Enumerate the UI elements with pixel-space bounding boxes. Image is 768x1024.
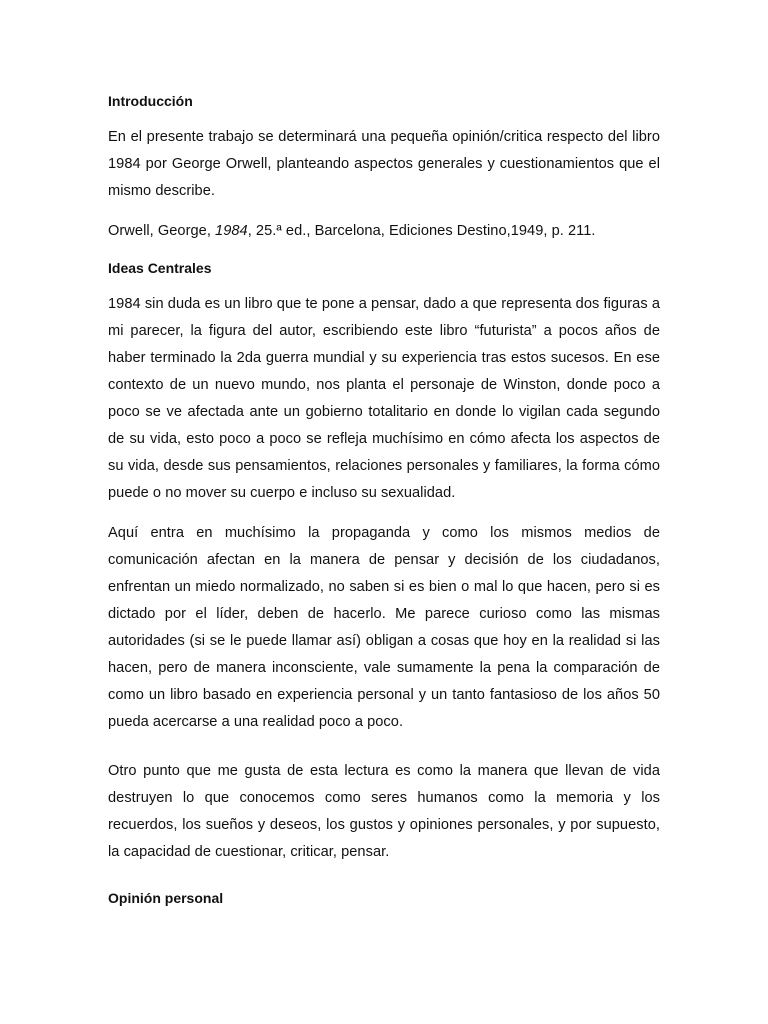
opinion-heading: Opinión personal: [108, 890, 224, 906]
bibliographic-reference: [108, 218, 660, 245]
intro-heading: Introducción: [108, 93, 193, 109]
intro-paragraph: En el presente trabajo se determinará una pequeña opinión/critica respecto del libro 1984 por George Orwell, planteando aspectos generales y cuestionamientos que el mismo describe.: [108, 129, 660, 199]
reference-title: 1984: [215, 223, 248, 239]
ideas-paragraph-1: 1984 sin duda es un libro que te pone a pensar, dado a que representa dos figuras a mi parecer, la figura del autor, escribiendo este libro “futurista” a pocos años de haber terminado la 2da guerra mundial y su experiencia tras estos sucesos. En ese contexto de un nuevo mundo, nos planta el personaje de Winston, donde poco a poco se ve afectada ante un gobierno totalitario en donde lo vigilan cada segundo de su vida, esto poco a poco se refleja muchísimo en cómo afecta los aspectos de su vida, desde sus pensamientos, relaciones personales y familiares, la forma cómo puede o no mover su cuerpo e incluso su sexualidad.: [108, 296, 660, 501]
ideas-paragraph-2: Aquí entra en muchísimo la propaganda y como los mismos medios de comunicación afectan en la manera de pensar y decisión de los ciudadanos, enfrentan un miedo normalizado, no saben si es bien o mal lo que hacen, pero si es dictado por el líder, deben de hacerlo. Me parece curioso como las mismas autoridades (si se le puede llamar así) obligan a cosas que hoy en la realidad si las hacen, pero de manera inconsciente, vale sumamente la pena la comparación de como un libro basado en experiencia personal y un tanto fantasioso de los años 50 pueda acercarse a una realidad poco a poco.: [108, 525, 660, 730]
ideas-heading: Ideas Centrales: [108, 260, 212, 276]
reference-details: , 25.ª ed., Barcelona, Ediciones Destino,1949, p. 211.: [247, 223, 596, 239]
ideas-paragraph-3: Otro punto que me gusta de esta lectura es como la manera que llevan de vida destruyen lo que conocemos como seres humanos como la memoria y los recuerdos, los sueños y deseos, los gustos y opiniones personales, y por supuesto, la capacidad de cuestionar, criticar, pensar.: [108, 763, 660, 860]
reference-author: Orwell, George,: [108, 223, 216, 239]
